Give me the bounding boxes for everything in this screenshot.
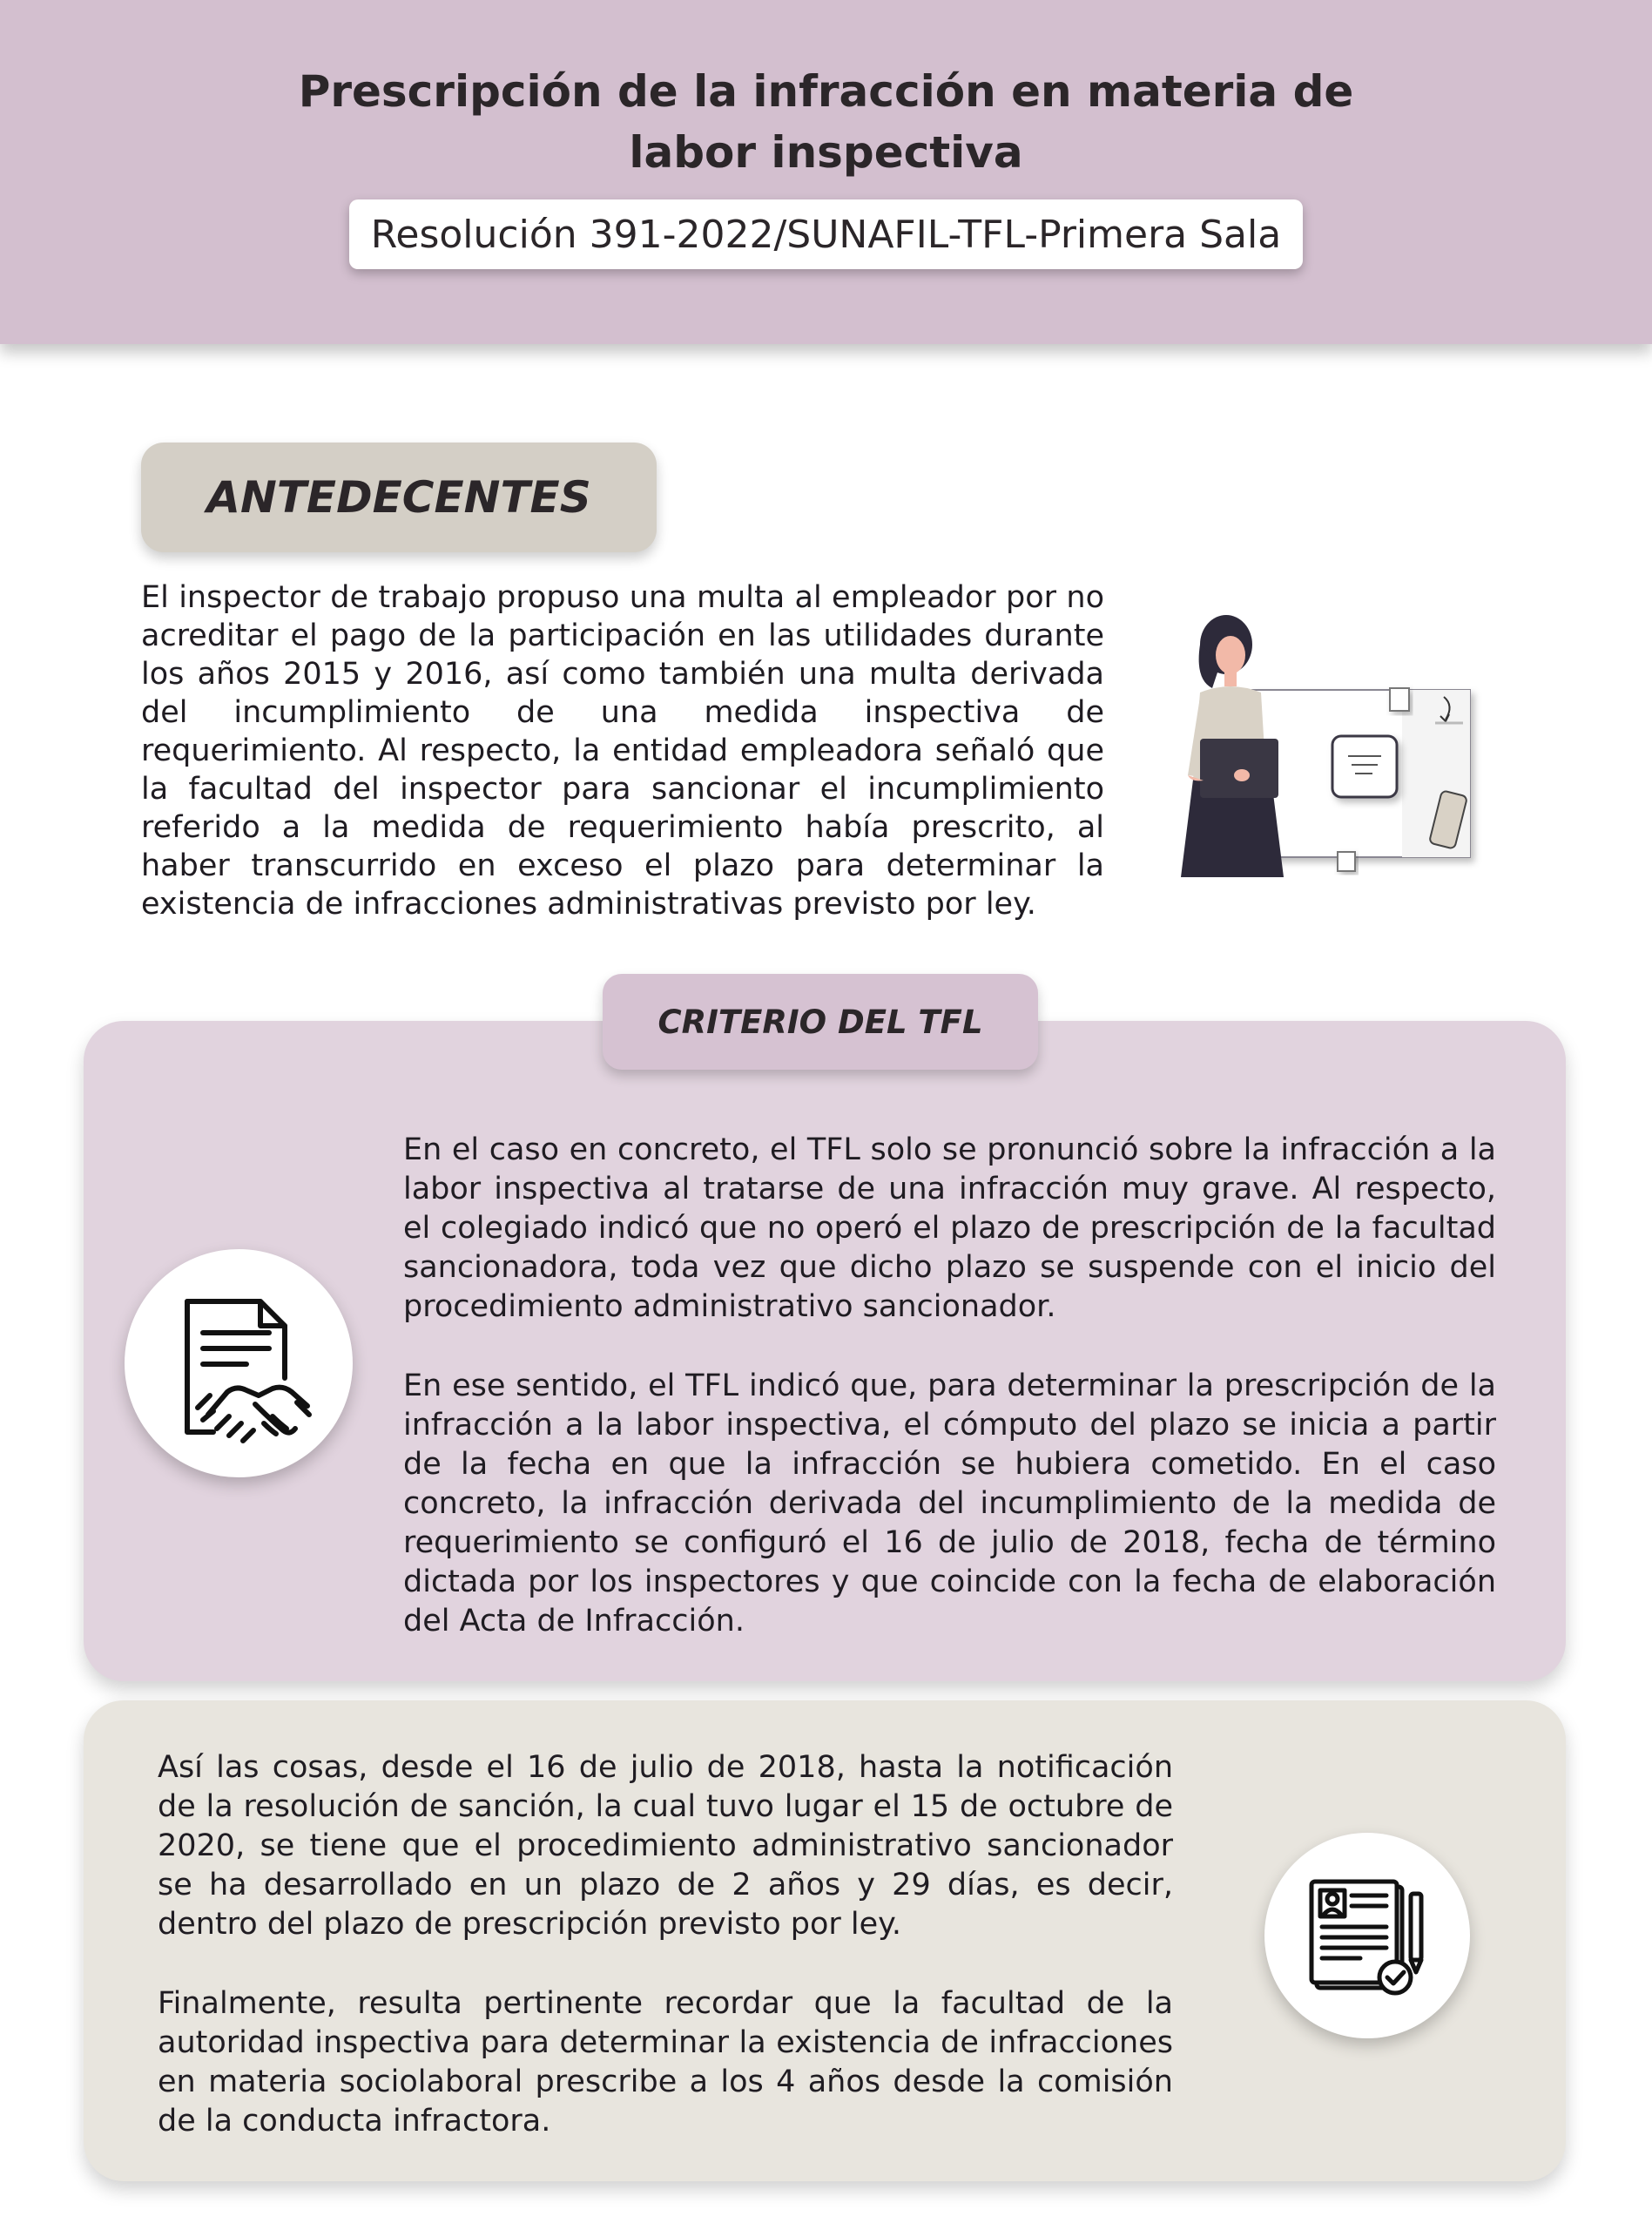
header-banner xyxy=(0,0,1652,344)
title-line-1: Prescripción de la infracción en materia de xyxy=(298,66,1354,117)
document-handshake-icon xyxy=(125,1249,353,1477)
criterio-paragraph-1: En el caso en concreto, el TFL solo se pronunció sobre la infracción a la labor inspectiva al tratarse de una infracción muy grave. Al respecto, el colegiado indicó que no operó el plazo de prescripción de la facultad sancionadora, toda vez que dicho plazo se suspende con el inicio del procedimiento administrativo sancionador. xyxy=(403,1132,1496,1324)
title-line-2: labor inspectiva xyxy=(629,127,1023,178)
antecedentes-text: El inspector de trabajo propuso una multa al empleador por no acreditar el pago de la participación en las utilidades durante los años 2015 y 2016, así como también una multa derivada del incumplimiento de una medida inspectiva de requerimiento. Al respecto, la entidad empleadora señaló que la facultad del inspector para sancionar el incumplimiento referido a la medida de requerimiento había prescrito, al haber transcurrido en exceso el plazo para determinar la existencia de infracciones administrativas previsto por ley. xyxy=(141,580,1104,922)
resume-document-check-icon xyxy=(1264,1833,1470,2038)
page-title xyxy=(0,61,1652,183)
woman-with-laptop-board-illustration xyxy=(1148,610,1514,889)
conclusion-paragraph-1: Así las cosas, desde el 16 de julio de 2018, hasta la notificación de la resolución de sanción, la cual tuvo lugar el 15 de octubre de 2020, se tiene que el procedimiento administrativo sancionador se ha desarrollado en un plazo de 2 años y 29 días, es decir, dentro del plazo de prescripción previsto por ley. xyxy=(158,1750,1173,1942)
resolution-badge: Resolución 391-2022/SUNAFIL-TFL-Primera Sala xyxy=(349,199,1303,269)
criterio-paragraph-2: En ese sentido, el TFL indicó que, para determinar la prescripción de la infracción a la labor inspectiva, el cómputo del plazo se inicia a partir de la fecha en que la infracción se hubiera cometido. En el caso concreto, la infracción derivada del incumplimiento de la medida de requerimiento se configuró el 16 de julio de 2018, fecha de término dictada por los inspectores y que coincide con la fecha de elaboración del Acta de Infracción. xyxy=(403,1368,1496,1639)
antecedentes-label: ANTEDECENTES xyxy=(141,443,657,552)
conclusion-paragraph-2: Finalmente, resulta pertinente recordar que la facultad de la autoridad inspectiva para determinar la existencia de infracciones en materia sociolaboral prescribe a los 4 años desde la comisión de la conducta infractora. xyxy=(158,1986,1173,2139)
criterio-label: CRITERIO DEL TFL xyxy=(603,974,1038,1070)
